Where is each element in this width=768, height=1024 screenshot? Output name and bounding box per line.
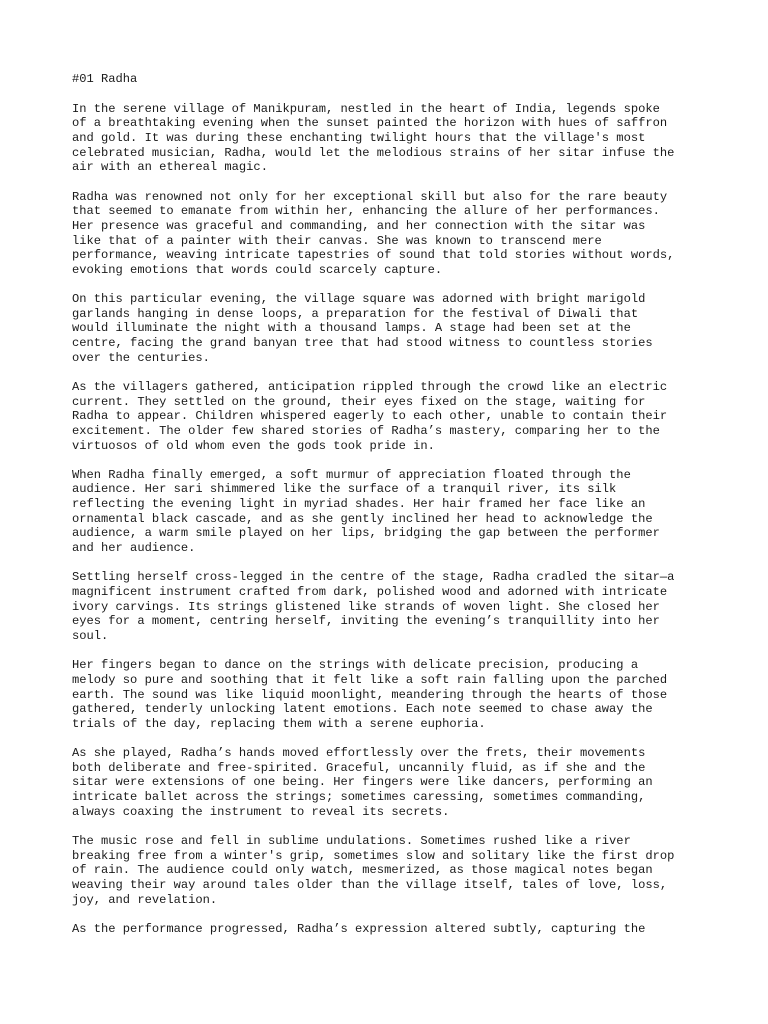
story-paragraph	[72, 658, 702, 731]
story-paragraph	[72, 190, 702, 278]
text-line: Settling herself cross-legged in the centre of the stage, Radha cradled the sitar—a	[72, 570, 675, 585]
text-line: intricate ballet across the strings; sometimes caressing, sometimes commanding,	[72, 790, 646, 805]
text-line: As the villagers gathered, anticipation rippled through the crowd like an electric	[72, 379, 668, 394]
text-line: As she played, Radha’s hands moved effortlessly over the frets, their movements	[72, 746, 646, 761]
text-line: When Radha finally emerged, a soft murmur of appreciation floated through the	[72, 467, 631, 482]
text-line: magnificent instrument crafted from dark, polished wood and adorned with intricate	[72, 585, 668, 599]
text-line: centre, facing the grand banyan tree that had stood witness to countless stories	[72, 336, 653, 351]
text-line: audience. Her sari shimmered like the surface of a tranquil river, its silk	[72, 482, 617, 497]
text-line: and her audience.	[72, 541, 196, 556]
text-line: Her presence was graceful and commanding, and her connection with the sitar was	[72, 218, 646, 233]
text-line: and gold. It was during these enchanting twilight hours that the village's most	[72, 130, 646, 145]
text-line: over the centuries.	[72, 350, 210, 365]
text-line: ornamental black cascade, and as she gently inclined her head to acknowledge the	[72, 511, 653, 526]
text-line: evoking emotions that words could scarcely capture.	[72, 262, 443, 277]
text-line: virtuosos of old whom even the gods took pride in.	[72, 438, 435, 453]
text-line: gathered, tenderly unlocking latent emotions. Each note seemed to chase away the	[72, 702, 653, 717]
story-body	[72, 102, 702, 937]
text-line: Radha was renowned not only for her exceptional skill but also for the rare beauty	[72, 189, 668, 204]
text-line: both deliberate and free-spirited. Graceful, uncannily fluid, as if she and the	[72, 760, 646, 775]
text-line: ivory carvings. Its strings glistened like strands of woven light. She closed her	[72, 599, 660, 614]
text-line: weaving their way around tales older than the village itself, tales of love, loss,	[72, 877, 668, 892]
text-line: earth. The sound was like liquid moonlight, meandering through the hearts of those	[72, 687, 668, 702]
story-paragraph	[72, 468, 702, 556]
text-line: celebrated musician, Radha, would let the melodious strains of her sitar infuse the	[72, 145, 675, 160]
text-line: sitar were extensions of one being. Her fingers were like dancers, performing an	[72, 775, 653, 790]
text-line: current. They settled on the ground, their eyes fixed on the stage, waiting for	[72, 394, 646, 409]
text-line: In the serene village of Manikpuram, nestled in the heart of India, legends spoke	[72, 101, 660, 116]
text-line: On this particular evening, the village square was adorned with bright marigold	[72, 292, 646, 307]
chapter-heading: #01 Radha	[72, 72, 138, 86]
text-line: As the performance progressed, Radha’s expression altered subtly, capturing the	[72, 921, 646, 936]
text-line: air with an ethereal magic.	[72, 160, 268, 175]
story-paragraph	[72, 380, 702, 453]
document-page	[72, 72, 702, 951]
text-line: breaking free from a winter's grip, sometimes slow and solitary like the first drop	[72, 848, 675, 863]
text-line: Radha to appear. Children whispered eagerly to each other, unable to contain their	[72, 409, 668, 424]
story-paragraph	[72, 834, 702, 907]
text-line: always coaxing the instrument to reveal its secrets.	[72, 804, 450, 819]
story-paragraph	[72, 922, 702, 937]
text-line: audience, a warm smile played on her lips, bridging the gap between the performer	[72, 526, 660, 541]
text-line: Her fingers began to dance on the strings with delicate precision, producing a	[72, 658, 639, 673]
story-paragraph	[72, 102, 702, 175]
text-line: joy, and revelation.	[72, 892, 218, 907]
text-line: eyes for a moment, centring herself, inviting the evening’s tranquillity into her	[72, 614, 660, 629]
text-line: of rain. The audience could only watch, mesmerized, as those magical notes began	[72, 863, 653, 878]
story-paragraph	[72, 292, 702, 365]
text-line: soul.	[72, 628, 109, 643]
text-line: of a breathtaking evening when the sunset painted the horizon with hues of saffron	[72, 116, 668, 131]
text-line: performance, weaving intricate tapestries of sound that told stories without words,	[72, 248, 675, 263]
text-line: would illuminate the night with a thousand lamps. A stage had been set at the	[72, 321, 631, 336]
text-line: The music rose and fell in sublime undulations. Sometimes rushed like a river	[72, 833, 631, 848]
story-paragraph	[72, 746, 702, 819]
text-line: that seemed to emanate from within her, enhancing the allure of her performances.	[72, 204, 660, 219]
text-line: garlands hanging in dense loops, a preparation for the festival of Diwali that	[72, 306, 639, 321]
text-line: melody so pure and soothing that it felt like a soft rain falling upon the parched	[72, 672, 668, 687]
text-line: reflecting the evening light in myriad shades. Her hair framed her face like an	[72, 497, 646, 512]
text-line: like that of a painter with their canvas. She was known to transcend mere	[72, 233, 602, 248]
story-paragraph	[72, 570, 702, 643]
text-line: excitement. The older few shared stories of Radha’s mastery, comparing her to the	[72, 423, 660, 438]
text-line: trials of the day, replacing them with a serene euphoria.	[72, 716, 486, 731]
